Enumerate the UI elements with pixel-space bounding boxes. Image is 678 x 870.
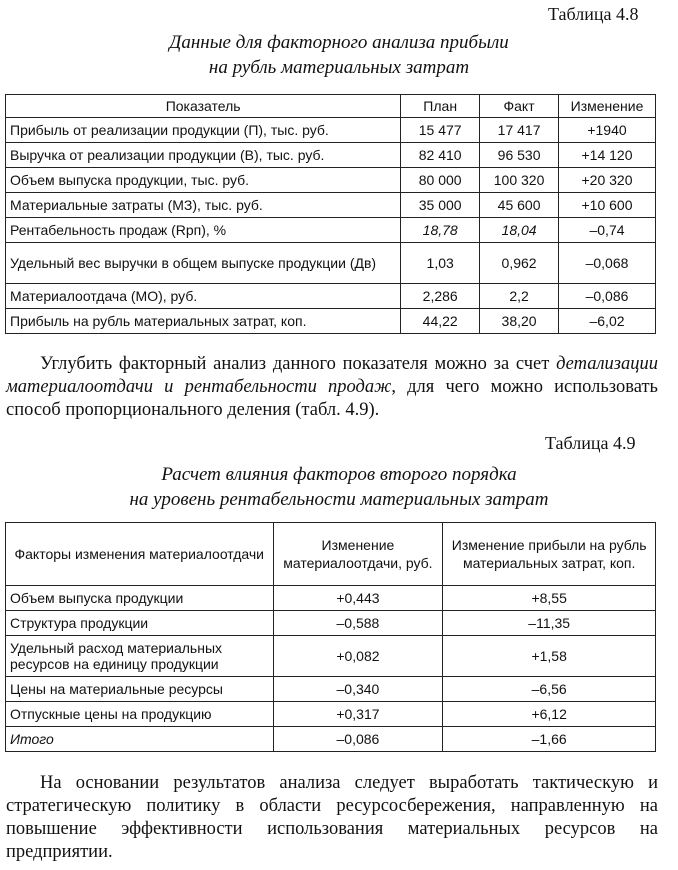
mo-value: +0,317 xyxy=(273,702,443,727)
plan-value: 1,03 xyxy=(401,243,480,284)
profit-value: –11,35 xyxy=(443,611,656,636)
mo-value: +0,082 xyxy=(273,636,443,677)
caption-line-2: на рубль материальных затрат xyxy=(208,57,470,78)
middle-paragraph xyxy=(6,353,658,422)
fact-value: 96 530 xyxy=(480,143,559,168)
table-4-8 xyxy=(5,94,656,334)
caption-line-1: Расчет влияния факторов второго порядка xyxy=(161,464,517,485)
profit-value: –1,66 xyxy=(443,727,656,752)
profit-value: –6,56 xyxy=(443,677,656,702)
mo-value: –0,086 xyxy=(273,727,443,752)
mo-value: –0,588 xyxy=(273,611,443,636)
table-row xyxy=(6,284,656,309)
plan-value: 18,78 xyxy=(401,218,480,243)
change-value: +20 320 xyxy=(559,168,656,193)
header-plan: План xyxy=(401,95,480,118)
row-label: Удельный вес выручки в общем выпуске продукции (Дв) xyxy=(6,243,401,284)
mo-value: –0,340 xyxy=(273,677,443,702)
row-label: Цены на материальные ресурсы xyxy=(6,677,274,702)
fact-value: 45 600 xyxy=(480,193,559,218)
table-row xyxy=(6,702,656,727)
table-header-row xyxy=(6,95,656,118)
profit-value: +8,55 xyxy=(443,586,656,611)
change-value: +14 120 xyxy=(559,143,656,168)
header-factors: Факторы изменения материалоотдачи xyxy=(6,523,274,586)
plan-value: 82 410 xyxy=(401,143,480,168)
table-4-8-label: Таблица 4.8 xyxy=(548,4,639,24)
table-row xyxy=(6,168,656,193)
header-indicator: Показатель xyxy=(6,95,401,118)
caption-line-2: на уровень рентабельности материальных затрат xyxy=(129,489,549,510)
row-label: Рентабельность продаж (Rрп), % xyxy=(6,218,401,243)
table-row xyxy=(6,586,656,611)
fact-value: 100 320 xyxy=(480,168,559,193)
plan-value: 2,286 xyxy=(401,284,480,309)
plan-value: 80 000 xyxy=(401,168,480,193)
mo-value: +0,443 xyxy=(273,586,443,611)
table-row xyxy=(6,636,656,677)
change-value: –0,068 xyxy=(559,243,656,284)
table-row-total xyxy=(6,727,656,752)
fact-value: 38,20 xyxy=(480,309,559,334)
table-4-9-caption xyxy=(0,462,678,512)
row-label: Выручка от реализации продукции (В), тыс. руб. xyxy=(6,143,401,168)
table-header-row xyxy=(6,523,656,586)
row-label: Структура продукции xyxy=(6,611,274,636)
table-row xyxy=(6,677,656,702)
profit-value: +6,12 xyxy=(443,702,656,727)
fact-value: 2,2 xyxy=(480,284,559,309)
row-label: Материальные затраты (МЗ), тыс. руб. xyxy=(6,193,401,218)
change-value: +10 600 xyxy=(559,193,656,218)
paragraph-italic-text: детализации материалоотдачи и рентабельности продаж xyxy=(6,354,658,397)
fact-value: 18,04 xyxy=(480,218,559,243)
row-label: Удельный расход материальных ресурсов на единицу продукции xyxy=(6,636,274,677)
fact-value: 0,962 xyxy=(480,243,559,284)
fact-value: 17 417 xyxy=(480,118,559,143)
table-row xyxy=(6,218,656,243)
table-row xyxy=(6,243,656,284)
header-change: Изменение xyxy=(559,95,656,118)
table-4-9 xyxy=(5,522,656,752)
header-profit-change: Изменение прибыли на рубль материальных затрат, коп. xyxy=(443,523,656,586)
change-value: –6,02 xyxy=(559,309,656,334)
final-paragraph xyxy=(6,772,658,864)
row-label: Отпускные цены на продукцию xyxy=(6,702,274,727)
profit-value: +1,58 xyxy=(443,636,656,677)
change-value: –0,086 xyxy=(559,284,656,309)
plan-value: 15 477 xyxy=(401,118,480,143)
table-row xyxy=(6,193,656,218)
paragraph-text: Углубить факторный анализ данного показателя можно за счет xyxy=(40,354,550,374)
caption-line-1: Данные для факторного анализа прибыли xyxy=(169,32,509,53)
table-4-8-caption xyxy=(0,30,678,80)
header-fact: Факт xyxy=(480,95,559,118)
row-label: Объем выпуска продукции, тыс. руб. xyxy=(6,168,401,193)
final-paragraph-text: На основании результатов анализа следует выработать тактическую и стратегическую политику в области ресурсосбережения, направленную на повышение эффективности использования материальных ресурсов на предприятии. xyxy=(6,773,658,862)
table-4-9-label: Таблица 4.9 xyxy=(545,433,636,453)
table-row xyxy=(6,118,656,143)
row-label: Объем выпуска продукции xyxy=(6,586,274,611)
row-label: Прибыль на рубль материальных затрат, коп. xyxy=(6,309,401,334)
row-label: Прибыль от реализации продукции (П), тыс. руб. xyxy=(6,118,401,143)
table-row xyxy=(6,309,656,334)
row-label-total: Итого xyxy=(6,727,274,752)
table-row xyxy=(6,143,656,168)
change-value: –0,74 xyxy=(559,218,656,243)
change-value: +1940 xyxy=(559,118,656,143)
plan-value: 35 000 xyxy=(401,193,480,218)
paragraph-text-end: , для чего можно использовать способ пропорционального деления (табл. 4.9). xyxy=(6,377,658,420)
table-row xyxy=(6,611,656,636)
row-label: Материалоотдача (МО), руб. xyxy=(6,284,401,309)
plan-value: 44,22 xyxy=(401,309,480,334)
header-mo-change: Изменение материалоотдачи, руб. xyxy=(273,523,443,586)
